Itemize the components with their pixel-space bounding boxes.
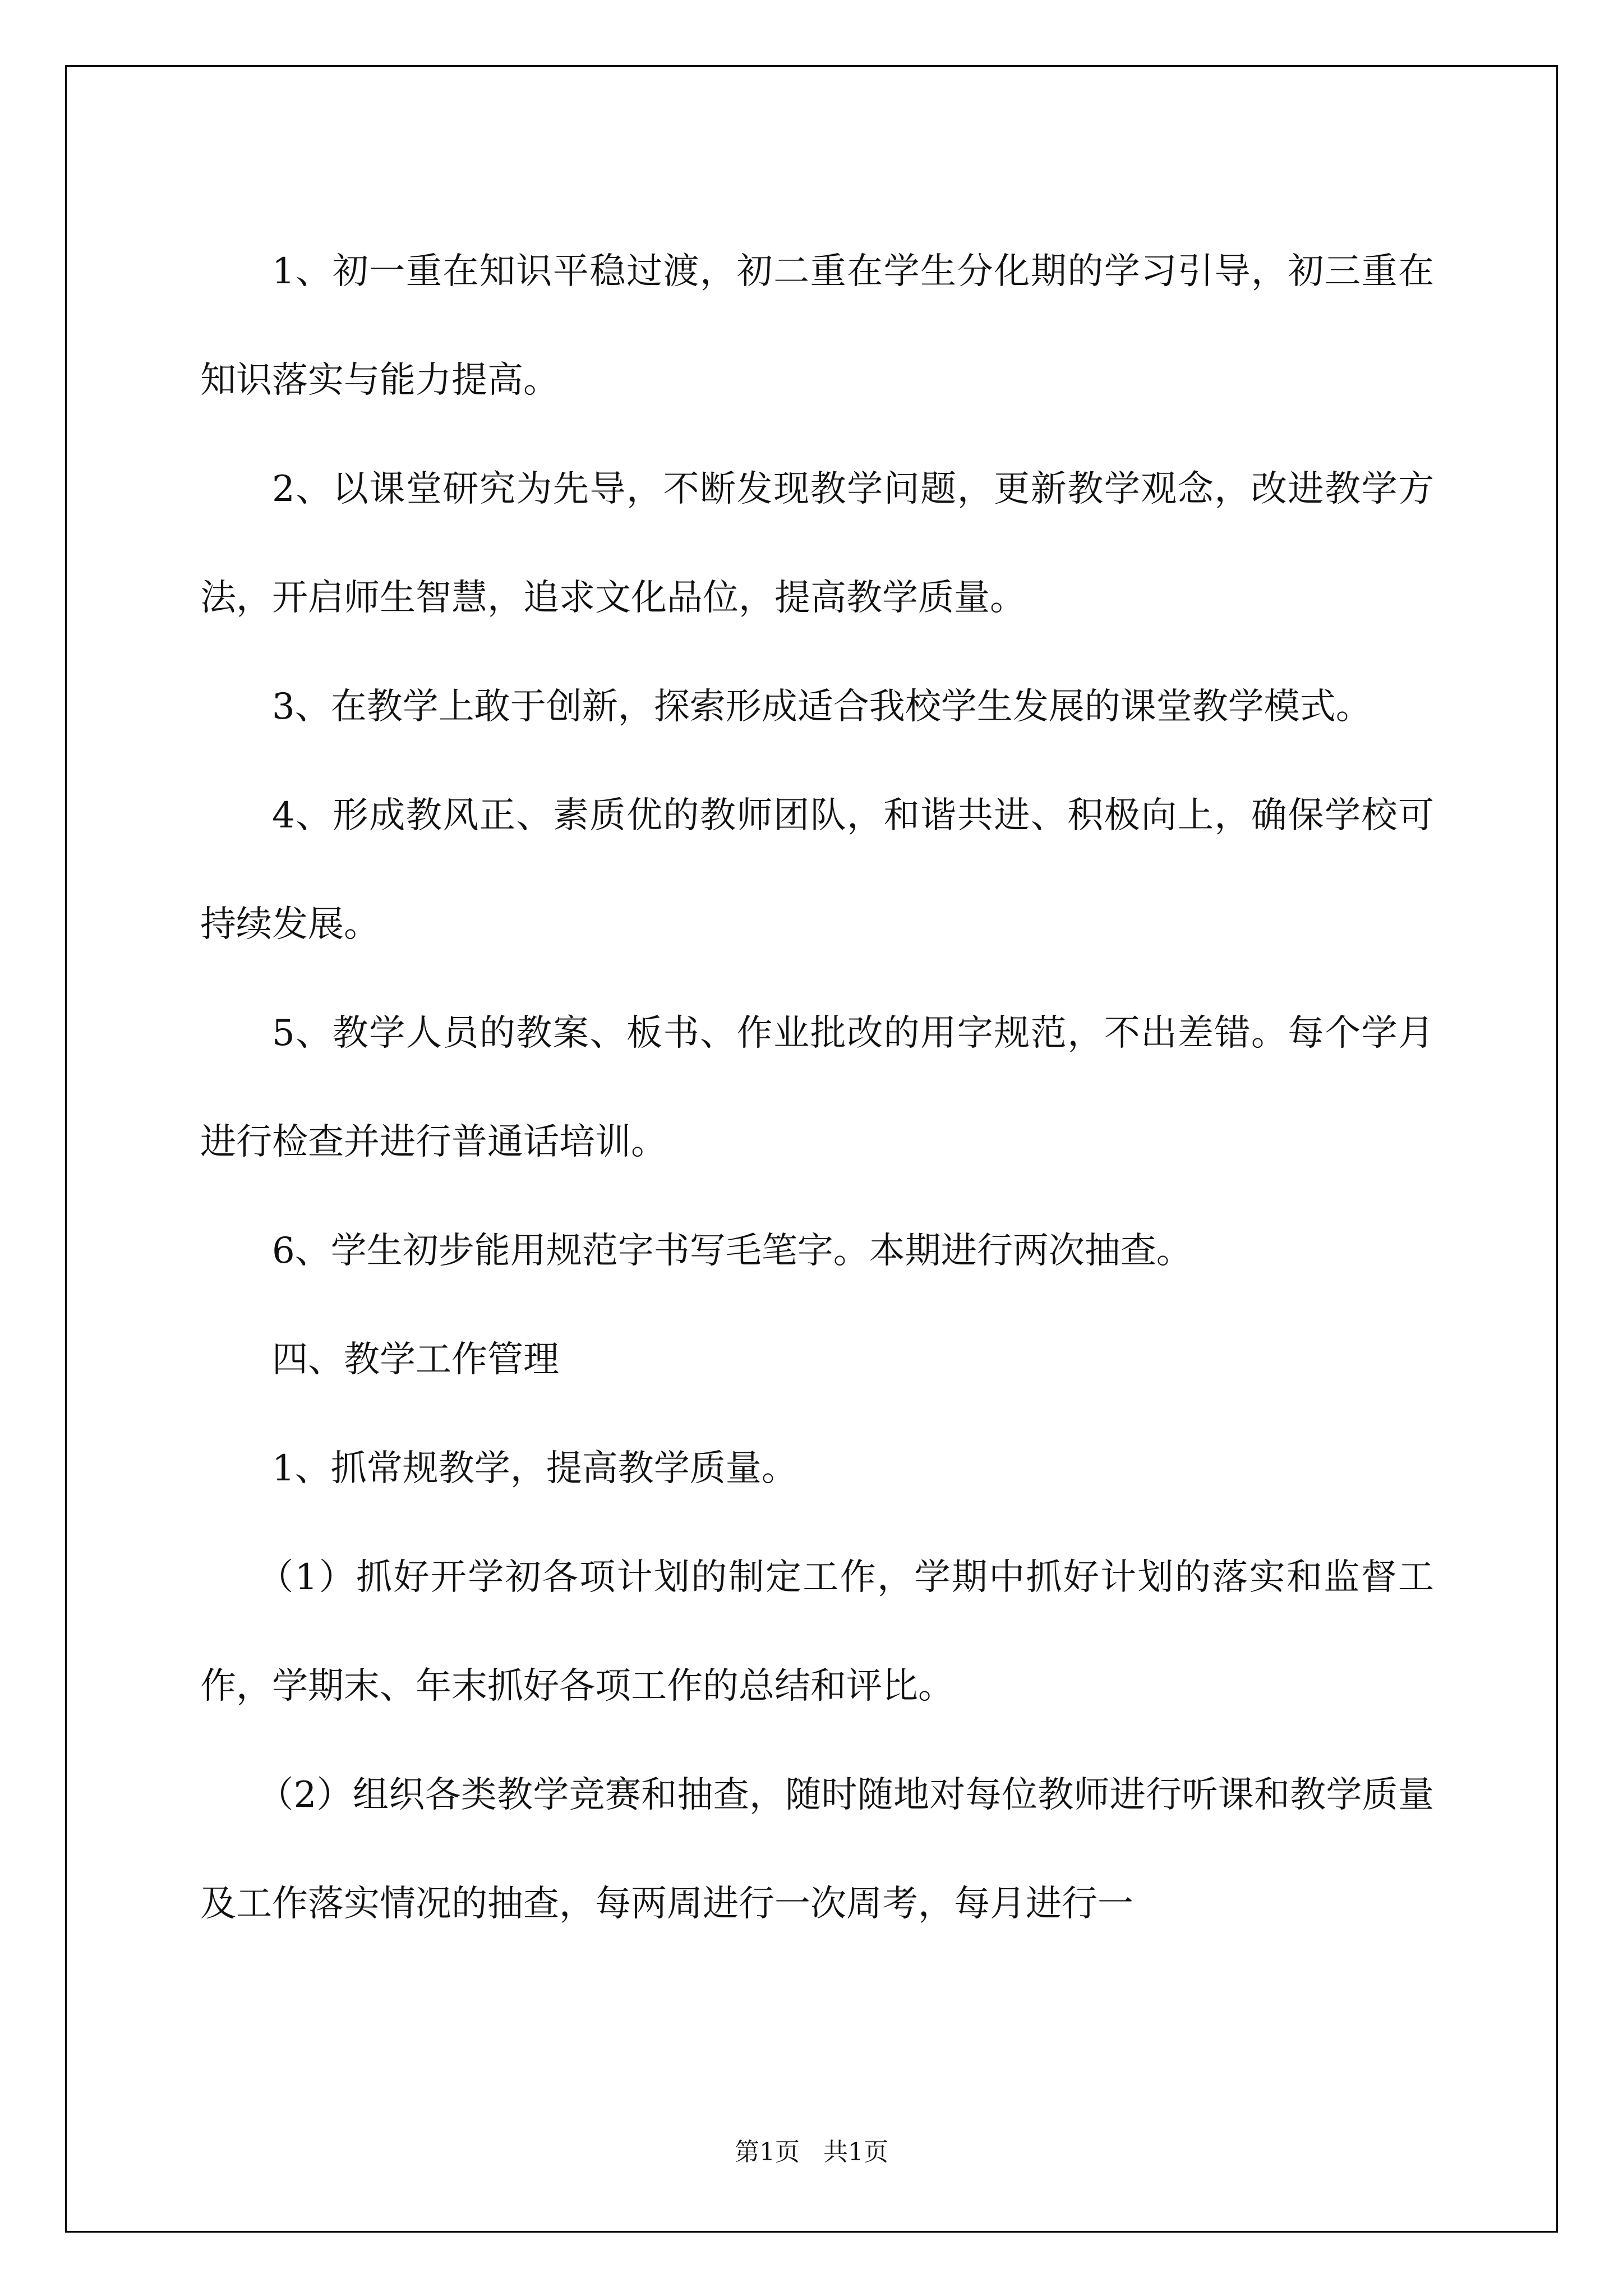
paragraph-management-1-1: （1）抓好开学初各项计划的制定工作，学期中抓好计划的落实和监督工作，学期末、年末抓好各项工作的总结和评比。 <box>200 1557 1434 1707</box>
paragraph-goal-2: 2、以课堂研究为先导，不断发现教学问题，更新教学观念，改进教学方法，开启师生智慧，追求文化品位，提高教学质量。 <box>200 468 1434 619</box>
paragraph-goal-1: 1、初一重在知识平稳过渡，初二重在学生分化期的学习引导，初三重在知识落实与能力提高。 <box>200 251 1434 401</box>
section-heading: 四、教学工作管理 <box>272 1339 559 1381</box>
paragraph-goal-6: 6、学生初步能用规范字书写毛笔字。本期进行两次抽查。 <box>272 1230 1192 1272</box>
document-body <box>200 217 1434 1958</box>
paragraph-goal-5: 5、教学人员的教案、板书、作业批改的用字规范，不出差错。每个学月进行检查并进行普通话培训。 <box>200 1013 1434 1163</box>
paragraph-goal-3: 3、在教学上敢于创新，探索形成适合我校学生发展的课堂教学模式。 <box>272 686 1372 728</box>
paragraph-management-1-2: （2）组织各类教学竞赛和抽查，随时随地对每位教师进行听课和教学质量及工作落实情况的抽查，每两周进行一次周考，每月进行一 <box>200 1774 1434 1925</box>
page-footer: 第1页 共1页 <box>735 2138 888 2166</box>
paragraph-goal-4: 4、形成教风正、素质优的教师团队，和谐共进、积极向上，确保学校可持续发展。 <box>200 795 1434 945</box>
paragraph-management-1: 1、抓常规教学，提高教学质量。 <box>272 1448 797 1489</box>
